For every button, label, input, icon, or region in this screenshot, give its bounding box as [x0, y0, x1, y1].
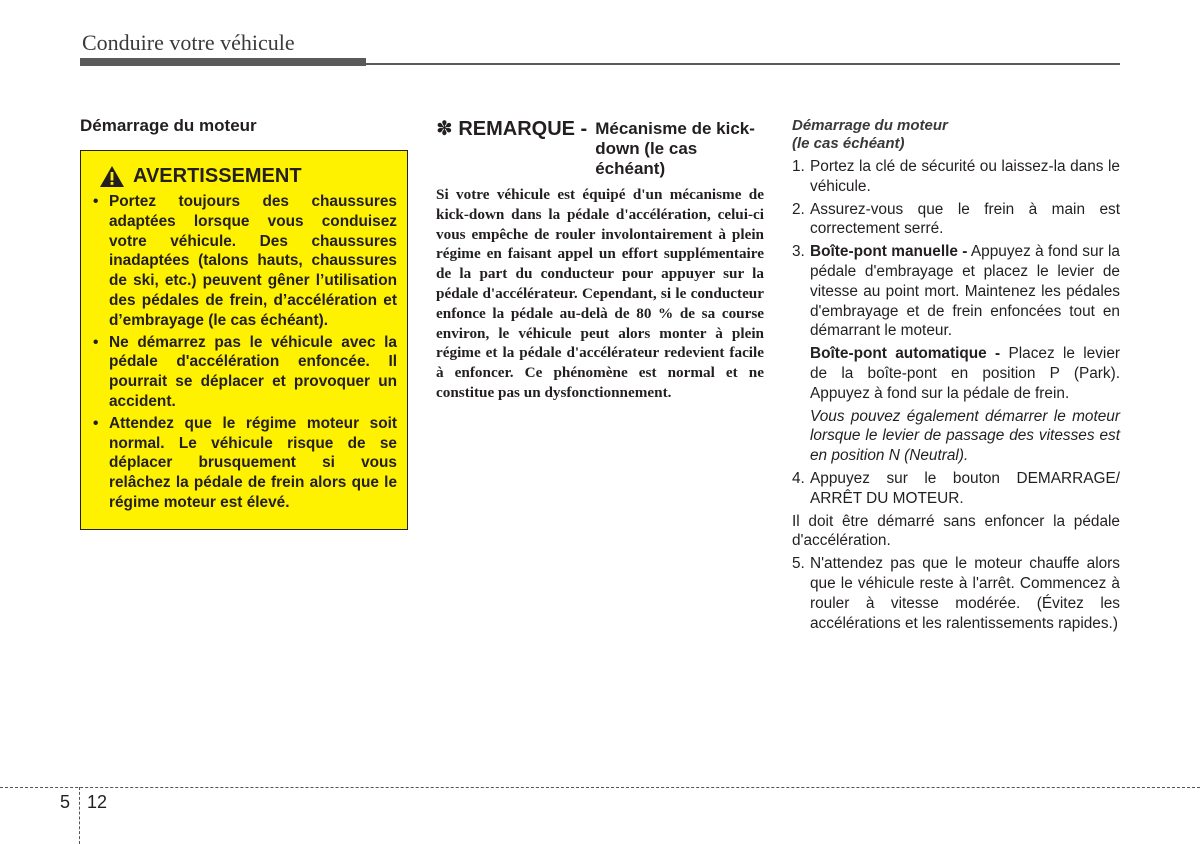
warning-header [99, 165, 397, 188]
step-text: N'attendez pas que le moteur chauffe alors que le véhicule reste à l'arrêt. Commencez à rouler à vitesse modérée. (Évitez les accélérations et les ralentissements rapides.) [810, 555, 1120, 632]
warning-title: AVERTISSEMENT [133, 165, 302, 187]
warning-list [91, 192, 397, 513]
step-1 [792, 157, 1120, 197]
footer-rule [0, 787, 1200, 788]
step-text: Portez la clé de sécurité ou laissez-la dans le véhicule. [810, 158, 1120, 195]
step-text [810, 242, 1120, 341]
automatic-transmission-label: Boîte-pont automatique - [810, 345, 1001, 363]
step-2 [792, 200, 1120, 240]
manual-transmission-label: Boîte-pont manuelle - [810, 243, 968, 261]
step-3 [792, 242, 1120, 341]
footer-divider [79, 787, 80, 844]
step-number: 2. [792, 200, 805, 218]
header-rule-thick [80, 58, 366, 66]
warning-item: • Attendez que le régime moteur soit normal. Le véhicule risque de se déplacer brusquement si vous relâchez la pédale de frein alors que le régime moteur est élevé. [91, 414, 397, 513]
step-number: 1. [792, 158, 805, 175]
step-4 [792, 469, 1120, 509]
left-column [80, 116, 408, 530]
header-rule-thin [366, 63, 1120, 65]
warning-item: • Ne démarrez pas le véhicule avec la pédale d'accélération enfoncée. Il pourrait se déplacer et provoquer un accident. [91, 333, 397, 412]
page-header-title: Conduire votre véhicule [82, 30, 295, 55]
step-number: 4. [792, 469, 805, 487]
subsection-heading-line1: Démarrage du moteur [792, 117, 948, 134]
warning-box [80, 150, 408, 530]
start-note: Il doit être démarré sans enfoncer la pédale d'accélération. [792, 512, 1120, 550]
step-number: 3. [792, 243, 805, 261]
step-5 [792, 554, 1120, 633]
middle-column [436, 116, 764, 403]
remark-label: ✽ REMARQUE - [436, 118, 588, 140]
subsection-heading [792, 117, 1120, 153]
step-text: Assurez-vous que le frein à main est correctement serré. [810, 200, 1120, 238]
remark-heading [436, 116, 764, 179]
automatic-transmission-paragraph [810, 344, 1120, 403]
page-number: 12 [87, 792, 108, 812]
section-heading: Démarrage du moteur [80, 116, 257, 135]
chapter-number: 5 [60, 792, 71, 812]
subsection-heading-line2: (le cas échéant) [792, 135, 905, 152]
warning-item: • Portez toujours des chaussures adaptées lorsque vous conduisez votre véhicule. Des chaussures inadaptées (talons hauts, chaussures de ski, etc.) peuvent gêner l’utilisation des pédales de frein, d’accélération et d’embrayage (le cas échéant). [91, 192, 397, 331]
warning-triangle-icon [99, 165, 125, 188]
automatic-transmission-text: Placez le levier de la boîte-pont en position P (Park). Appuyez à fond sur la pédale de frein. [810, 345, 1121, 402]
remark-body: Si votre véhicule est équipé d'un mécanisme de kick-down dans la pédale d'accélération, celui-ci vous empêche de rouler involontairement à plein régime en faisant appel un effort supplémentaire de la part du conducteur pour appuyer sur la pédale d'accélérateur. Cependant, si le conducteur enfonce la pédale au-delà de 80 % de sa course environ, le véhicule peut alors monter à plein régime et la pédale d'accélérateur redevient facile à enfoncer. Ce phénomène est normal et ne constitue pas un dysfonctionnement. [436, 186, 764, 401]
automatic-transmission-note: Vous pouvez également démarrer le moteur lorsque le levier de passage des vitesses est en position N (Neutral). [810, 407, 1120, 465]
manual-transmission-text: Appuyez à fond sur la pédale d'embrayage et placez le levier de vitesse au point mort. Maintenez les pédales d'embrayage et de frein enfoncées tout en démarrant le moteur. [810, 243, 1120, 340]
step-number: 5. [792, 555, 805, 573]
remark-title: Mécanisme de kick-down (le cas échéant) [595, 119, 755, 178]
right-column [792, 117, 1120, 636]
step-text: Appuyez sur le bouton DEMARRAGE/ ARRÊT DU MOTEUR. [810, 469, 1120, 507]
